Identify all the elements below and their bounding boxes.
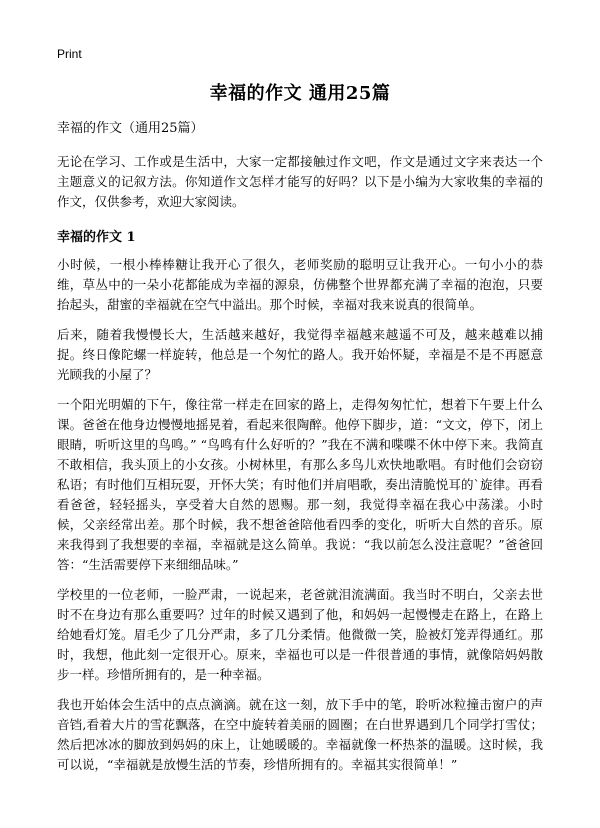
section-heading: 幸福的作文 1 — [57, 230, 136, 245]
paragraph: 后来，随着我慢慢长大，生活越来越好，我觉得幸福越来越遥不可及，越来越难以捕捉。终日像陀螺一样旋转，他总是一个匆忙的路人。我开始怀疑，幸福是不是不再愿意光顾我的小屋了？ — [57, 327, 543, 382]
paragraph: 小时候，一根小棒棒糖让我开心了很久，老师奖励的聪明豆让我开心。一句小小的恭维，草丛中的一朵小花都能成为幸福的源泉，仿佛整个世界都充满了幸福的泡泡，只要抬起头，甜蜜的幸福就在空气中溢出。那个时候，幸福对我来说真的很简单。 — [57, 257, 543, 312]
article-subtitle: 幸福的作文（通用25篇） — [57, 121, 204, 136]
print-link[interactable]: Print — [57, 47, 82, 61]
intro-paragraph: 无论在学习、工作或是生活中，大家一定都接触过作文吧，作文是通过文字来表达一个主题意义的记叙方法。你知道作文怎样才能写的好吗？以下是小编为大家收集的幸福的作文，仅供参考，欢迎大家阅读。 — [57, 154, 543, 209]
page-title: 幸福的作文 通用25篇 — [209, 83, 391, 104]
paragraph: 一个阳光明媚的下午，像往常一样走在回家的路上，走得匆匆忙忙，想着下午要上什么课。爸爸在他身边慢慢地摇晃着，看起来很陶醉。他停下脚步，道：“文文，停下，闭上眼睛，听听这里的鸟鸣。” “鸟鸣有什么好听的？”我在不满和喋喋不休中停下来。我简直不敢相信，我头顶上的小女孩。小树林里，有那么多鸟儿欢快地歌唱。有时他们会窃窃私语；有时他们互相玩耍，开怀大笑；有时他们并肩唱歌，奏出清脆悦耳的`旋律。再看看爸爸，轻轻摇头，享受着大自然的恩赐。那一刻，我觉得幸福在我心中荡漾。小时候，父亲经常出差。那个时候，我不想爸爸陪他看四季的变化，听听大自然的音乐。原来我得到了我想要的幸福，幸福就是这么简单。我说：“我以前怎么没注意呢？”爸爸回答：“生活需要停下来细细品味。” — [57, 397, 543, 572]
article-body — [57, 120, 543, 785]
paragraph: 学校里的一位老师，一脸严肃，一说起来，老爸就泪流满面。我当时不明白，父亲去世时不在身边有那么重要吗？过年的时候又遇到了他，和妈妈一起慢慢走在路上，在路上给她看灯笼。眉毛少了几分严肃，多了几分柔情。他微微一笑，脸被灯笼弄得通红。那时，我想，他此刻一定很开心。原来，幸福也可以是一件很普通的事情，就像陪妈妈散步一样。珍惜所拥有的，是一种幸福。 — [57, 587, 543, 682]
paragraph: 我也开始体会生活中的点点滴滴。就在这一刻，放下手中的笔，聆听冰粒撞击窗户的声音铛,看着大片的雪花飘落，在空中旋转着美丽的圆圈；在白世界遇到几个同学打雪仗；然后把冰冰的脚放到妈妈的床上，让她暖暖的。幸福就像一杯热茶的温暖。这时候，我可以说，“幸福就是放慢生活的节奏，珍惜所拥有的。幸福其实很简单！” — [57, 697, 543, 772]
